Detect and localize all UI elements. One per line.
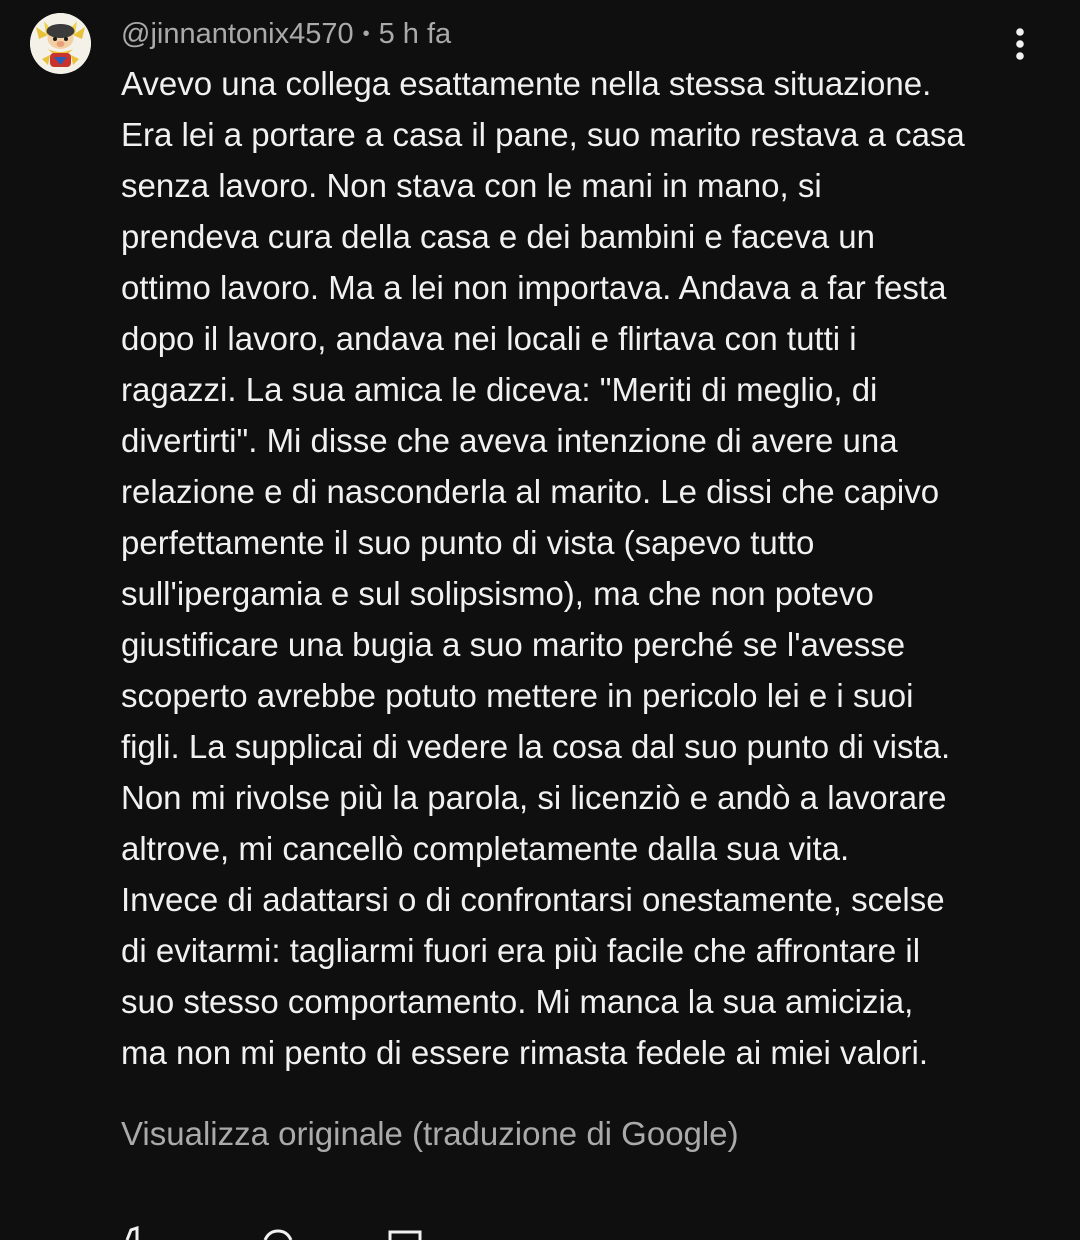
dislike-icon[interactable] [261, 1226, 295, 1240]
comment-body-line: Era lei a portare a casa il pane, suo marito restava a casa [121, 116, 965, 153]
like-icon[interactable] [123, 1226, 153, 1240]
comment-body-line: divertirti". Mi disse che aveva intenzione di avere una [121, 422, 898, 459]
reply-icon[interactable] [387, 1226, 423, 1240]
author-handle[interactable]: @jinnantonix4570 [121, 17, 354, 50]
comment-timestamp: 5 h fa [378, 17, 452, 50]
comment-body-line: sull'ipergamia e sul solipsismo), ma che non potevo [121, 575, 874, 612]
comment-body-line: dopo il lavoro, andava nei locali e flirtava con tutti i [121, 320, 857, 357]
view-original-link[interactable]: Visualizza originale (traduzione di Google) [121, 1115, 739, 1152]
avatar[interactable] [30, 13, 91, 74]
comment-action-bar [121, 1226, 621, 1240]
comment-body-line: giustificare una bugia a suo marito perché se l'avesse [121, 626, 906, 663]
comment-body-line: Avevo una collega esattamente nella stessa situazione. [121, 65, 932, 102]
comment-body-line: relazione e di nasconderla al marito. Le dissi che capivo [121, 473, 940, 510]
comment-body-line: altrove, mi cancellò completamente dalla sua vita. [121, 830, 850, 867]
comment-body-line: ottimo lavoro. Ma a lei non importava. Andava a far festa [121, 269, 947, 306]
comment-header [121, 14, 451, 54]
comment-body-line: Non mi rivolse più la parola, si licenziò e andò a lavorare [121, 779, 947, 816]
comment-body-line: perfettamente il suo punto di vista (sapevo tutto [121, 524, 815, 561]
cartoon-avatar-icon [30, 13, 91, 74]
comment-body [121, 58, 1026, 1078]
comment-body-line: senza lavoro. Non stava con le mani in mano, si [121, 167, 822, 204]
comment-body-line: scoperto avrebbe potuto mettere in pericolo lei e i suoi [121, 677, 914, 714]
comment-body-line: di evitarmi: tagliarmi fuori era più facile che affrontare il [121, 932, 921, 969]
meta-separator: • [362, 22, 370, 45]
more-vertical-icon [1014, 26, 1026, 62]
comment-body-line: ragazzi. La sua amica le diceva: "Meriti di meglio, di [121, 371, 878, 408]
comment-body-line: suo stesso comportamento. Mi manca la sua amicizia, [121, 983, 914, 1020]
comment-body-line: prendeva cura della casa e dei bambini e faceva un [121, 218, 875, 255]
comment-body-line: ma non mi pento di essere rimasta fedele ai miei valori. [121, 1034, 929, 1071]
comment-body-line: Invece di adattarsi o di confrontarsi onestamente, scelse [121, 881, 945, 918]
comment-body-line: figli. La supplicai di vedere la cosa dal suo punto di vista. [121, 728, 951, 765]
